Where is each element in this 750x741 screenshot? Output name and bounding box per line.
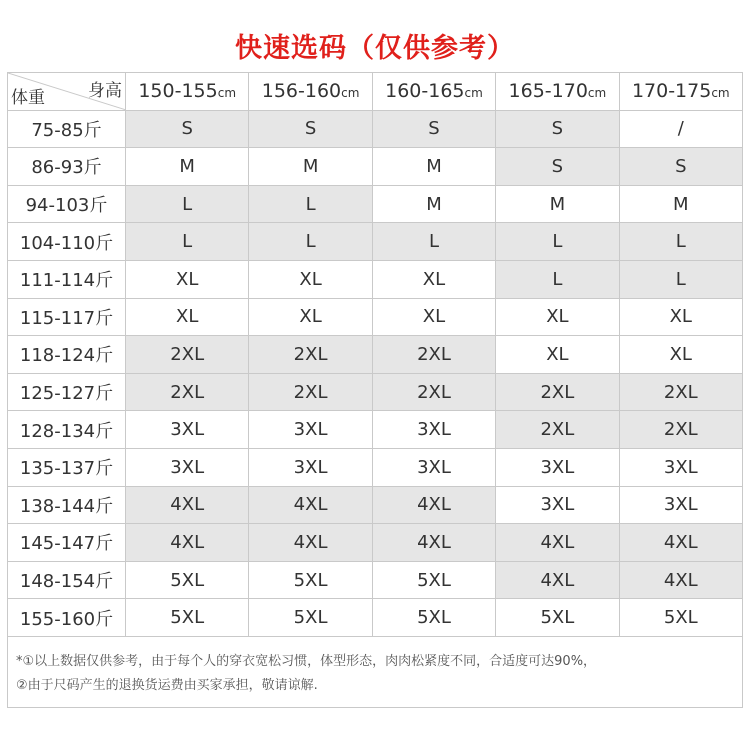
weight-cell: 125-127斤 [8, 373, 126, 411]
size-cell: 4XL [619, 524, 742, 562]
size-cell: XL [619, 298, 742, 336]
table-row [8, 223, 743, 261]
size-cell: M [249, 148, 372, 186]
height-label: 身高 [88, 81, 122, 101]
size-chart-table [7, 72, 743, 637]
table-row [8, 260, 743, 298]
size-cell: L [496, 260, 619, 298]
size-cell: 2XL [126, 336, 249, 374]
table-row [8, 486, 743, 524]
size-cell: 4XL [372, 524, 495, 562]
size-cell: 2XL [496, 373, 619, 411]
size-cell: 5XL [619, 599, 742, 637]
size-cell: S [496, 148, 619, 186]
size-cell: XL [619, 336, 742, 374]
size-cell: 3XL [496, 486, 619, 524]
table-row [8, 110, 743, 148]
size-cell: L [372, 223, 495, 261]
table-row [8, 448, 743, 486]
table-row [8, 599, 743, 637]
size-cell: 2XL [249, 336, 372, 374]
size-cell: M [372, 148, 495, 186]
size-chart-body [8, 110, 743, 636]
size-cell: XL [372, 260, 495, 298]
table-row [8, 148, 743, 186]
size-cell: 2XL [496, 411, 619, 449]
size-cell: XL [496, 298, 619, 336]
height-range: 165-170 [508, 80, 588, 103]
height-range: 170-175 [631, 80, 712, 103]
size-cell: 2XL [372, 336, 495, 374]
height-col-header [126, 73, 249, 111]
size-cell: 3XL [249, 411, 372, 449]
size-cell: S [126, 110, 249, 148]
weight-cell: 75-85斤 [8, 110, 126, 148]
size-cell: S [249, 110, 372, 148]
size-cell: XL [249, 298, 372, 336]
table-row [8, 561, 743, 599]
size-cell: 5XL [496, 599, 619, 637]
height-unit: cm [587, 86, 607, 101]
size-cell: 2XL [619, 411, 742, 449]
weight-cell: 148-154斤 [8, 561, 126, 599]
notes [16, 650, 596, 698]
size-cell: 5XL [372, 561, 495, 599]
size-cell: 5XL [126, 599, 249, 637]
weight-cell: 94-103斤 [8, 185, 126, 223]
size-cell: 4XL [126, 524, 249, 562]
size-cell: 3XL [249, 448, 372, 486]
size-cell: 4XL [126, 486, 249, 524]
size-cell: XL [249, 260, 372, 298]
height-col-header [372, 73, 495, 111]
height-unit: cm [341, 86, 360, 101]
size-cell: 4XL [249, 486, 372, 524]
size-cell: 2XL [372, 373, 495, 411]
table-row [8, 336, 743, 374]
note-line: *①以上数据仅供参考，由于每个人的穿衣宽松习惯，体型形态，肉肉松紧度不同，合适度可达90%， [16, 654, 597, 669]
size-cell: 2XL [619, 373, 742, 411]
size-cell: L [126, 223, 249, 261]
size-cell: M [619, 185, 742, 223]
table-row [8, 298, 743, 336]
size-cell: 5XL [249, 561, 372, 599]
table-row [8, 524, 743, 562]
size-cell: 3XL [126, 411, 249, 449]
weight-label: 体重 [11, 87, 45, 108]
size-cell: S [496, 110, 619, 148]
size-cell: L [126, 185, 249, 223]
height-unit: cm [217, 86, 237, 101]
size-cell: 4XL [372, 486, 495, 524]
table-row [8, 411, 743, 449]
table-row [8, 185, 743, 223]
corner-cell [8, 73, 126, 111]
size-cell: 2XL [126, 373, 249, 411]
weight-cell: 118-124斤 [8, 336, 126, 374]
size-cell: L [496, 223, 619, 261]
size-cell: M [126, 148, 249, 186]
size-cell: S [619, 148, 742, 186]
size-cell: / [619, 110, 742, 148]
weight-cell: 115-117斤 [8, 298, 126, 336]
size-cell: 5XL [126, 561, 249, 599]
size-cell: 3XL [372, 448, 495, 486]
note-line: ②由于尺码产生的退换货运费由买家承担，敬请谅解. [16, 678, 318, 693]
size-cell: L [619, 260, 742, 298]
header-row [8, 73, 743, 111]
size-cell: 5XL [249, 599, 372, 637]
weight-cell: 135-137斤 [8, 448, 126, 486]
size-cell: L [249, 223, 372, 261]
size-cell: S [372, 110, 495, 148]
weight-cell: 145-147斤 [8, 524, 126, 562]
size-cell: XL [126, 260, 249, 298]
height-range: 160-165 [385, 80, 465, 103]
weight-cell: 111-114斤 [8, 260, 126, 298]
size-cell: 4XL [249, 524, 372, 562]
size-cell: 3XL [126, 448, 249, 486]
size-cell: 4XL [496, 524, 619, 562]
size-cell: 3XL [372, 411, 495, 449]
height-range: 150-155 [138, 80, 218, 103]
weight-cell: 104-110斤 [8, 223, 126, 261]
size-cell: XL [126, 298, 249, 336]
size-cell: 3XL [496, 448, 619, 486]
size-cell: 5XL [372, 599, 495, 637]
height-col-header [249, 73, 372, 111]
size-cell: 4XL [496, 561, 619, 599]
weight-cell: 155-160斤 [8, 599, 126, 637]
height-unit: cm [464, 86, 483, 101]
size-cell: XL [496, 336, 619, 374]
size-cell: XL [372, 298, 495, 336]
height-col-header [619, 73, 742, 111]
size-cell: 2XL [249, 373, 372, 411]
size-cell: 3XL [619, 486, 742, 524]
size-cell: M [496, 185, 619, 223]
height-range: 156-160 [261, 80, 342, 103]
height-col-header [496, 73, 619, 111]
weight-cell: 128-134斤 [8, 411, 126, 449]
page-title: 快速选码（仅供参考） [235, 33, 515, 64]
weight-cell: 86-93斤 [8, 148, 126, 186]
size-cell: L [619, 223, 742, 261]
size-cell: L [249, 185, 372, 223]
height-unit: cm [711, 86, 730, 101]
size-cell: 4XL [619, 561, 742, 599]
weight-cell: 138-144斤 [8, 486, 126, 524]
size-cell: M [372, 185, 495, 223]
size-cell: 3XL [619, 448, 742, 486]
table-row [8, 373, 743, 411]
